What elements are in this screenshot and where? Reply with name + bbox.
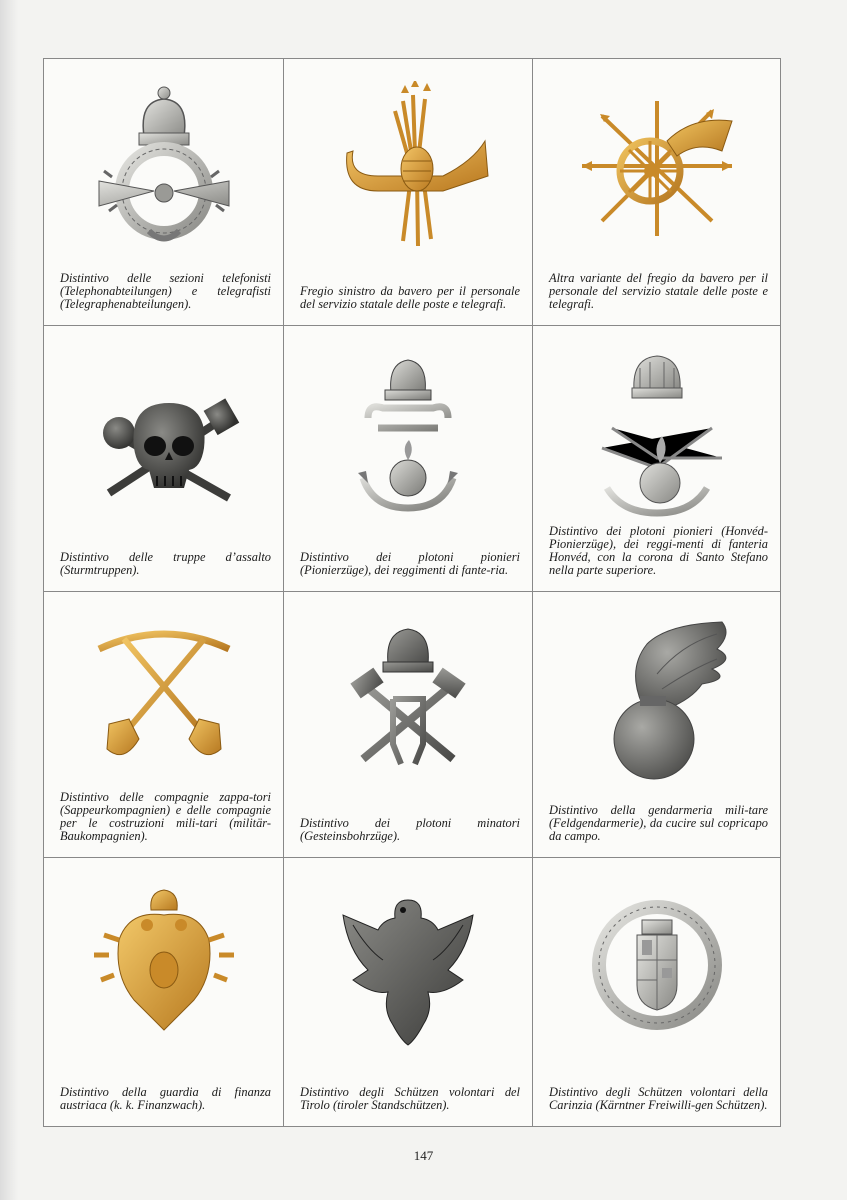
badge-cell xyxy=(533,592,781,858)
badge-caption: Distintivo delle sezioni telefonisti (Telephonabteilungen) e telegrafisti (Telegraphenabteilungen). xyxy=(60,271,271,311)
badge-cell xyxy=(284,59,533,326)
badge-cell xyxy=(284,858,533,1127)
badge-caption: Distintivo della gendarmeria mili-tare (Feldgendarmerie), da cucire sul copricapo da campo. xyxy=(549,803,768,843)
crowned-drill-hammers-badge-icon xyxy=(323,614,493,784)
badge-cell xyxy=(44,592,284,858)
badge-caption: Distintivo della guardia di finanza austriaca (k. k. Finanzwach). xyxy=(60,1085,271,1112)
badge-cell xyxy=(533,326,781,592)
badge-cell xyxy=(44,858,284,1127)
badge-plate-grid xyxy=(43,58,781,1127)
badge-caption: Distintivo dei plotoni pionieri (Pionierzüge), dei reggimenti di fante-ria. xyxy=(300,550,520,577)
badge-caption: Distintivo dei plotoni minatori (Gesteinsbohrzüge). xyxy=(300,816,520,843)
badge-caption: Distintivo degli Schützen volontari della Carinzia (Kärntner Freiwilli-gen Schützen). xyxy=(549,1085,768,1112)
double-headed-eagle-badge-icon xyxy=(79,880,249,1050)
badge-cell xyxy=(533,59,781,326)
carinthia-wreath-shield-badge-icon xyxy=(572,880,742,1050)
badge-cell xyxy=(284,326,533,592)
badge-caption: Fregio sinistro da bavero per il personale del servizio statale delle poste e telegrafi. xyxy=(300,284,520,311)
page-number: 147 xyxy=(413,1148,434,1163)
post-horn-lightning-collar-badge-icon xyxy=(323,81,493,251)
wheel-horn-lightning-badge-icon xyxy=(572,81,742,251)
badge-cell xyxy=(44,59,284,326)
st-stephen-crown-anchor-badge-icon xyxy=(572,348,742,518)
badge-caption: Distintivo degli Schützen volontari del Tirolo (tiroler Standschützen). xyxy=(300,1085,520,1112)
tyrolean-eagle-badge-icon xyxy=(323,880,493,1050)
flaming-grenade-badge-icon xyxy=(572,614,742,784)
crowned-anchor-grenade-badge-icon xyxy=(323,348,493,518)
crossed-pickaxe-shovels-badge-icon xyxy=(79,614,249,784)
page-gutter-shadow xyxy=(0,0,18,1200)
badge-caption: Altra variante del fregio da bavero per il personale del servizio statale delle poste e telegrafi. xyxy=(549,271,768,311)
badge-cell xyxy=(284,592,533,858)
badge-cell xyxy=(44,326,284,592)
badge-caption: Distintivo dei plotoni pionieri (Honvéd-Pionierzüge), dei reggi-menti di fanteria Honvéd, con la corona di Santo Stefano nella parte superiore. xyxy=(549,524,768,577)
crowned-lightning-wreath-badge-icon xyxy=(79,81,249,251)
badge-caption: Distintivo delle truppe d’assalto (Sturmtruppen). xyxy=(60,550,271,577)
skull-crossed-grenade-badge-icon xyxy=(79,348,249,518)
badge-cell xyxy=(533,858,781,1127)
badge-caption: Distintivo delle compagnie zappa-tori (Sappeurkompagnien) e delle compagnie per le costruzioni mili-tari (militär-Baukompagnien). xyxy=(60,790,271,843)
